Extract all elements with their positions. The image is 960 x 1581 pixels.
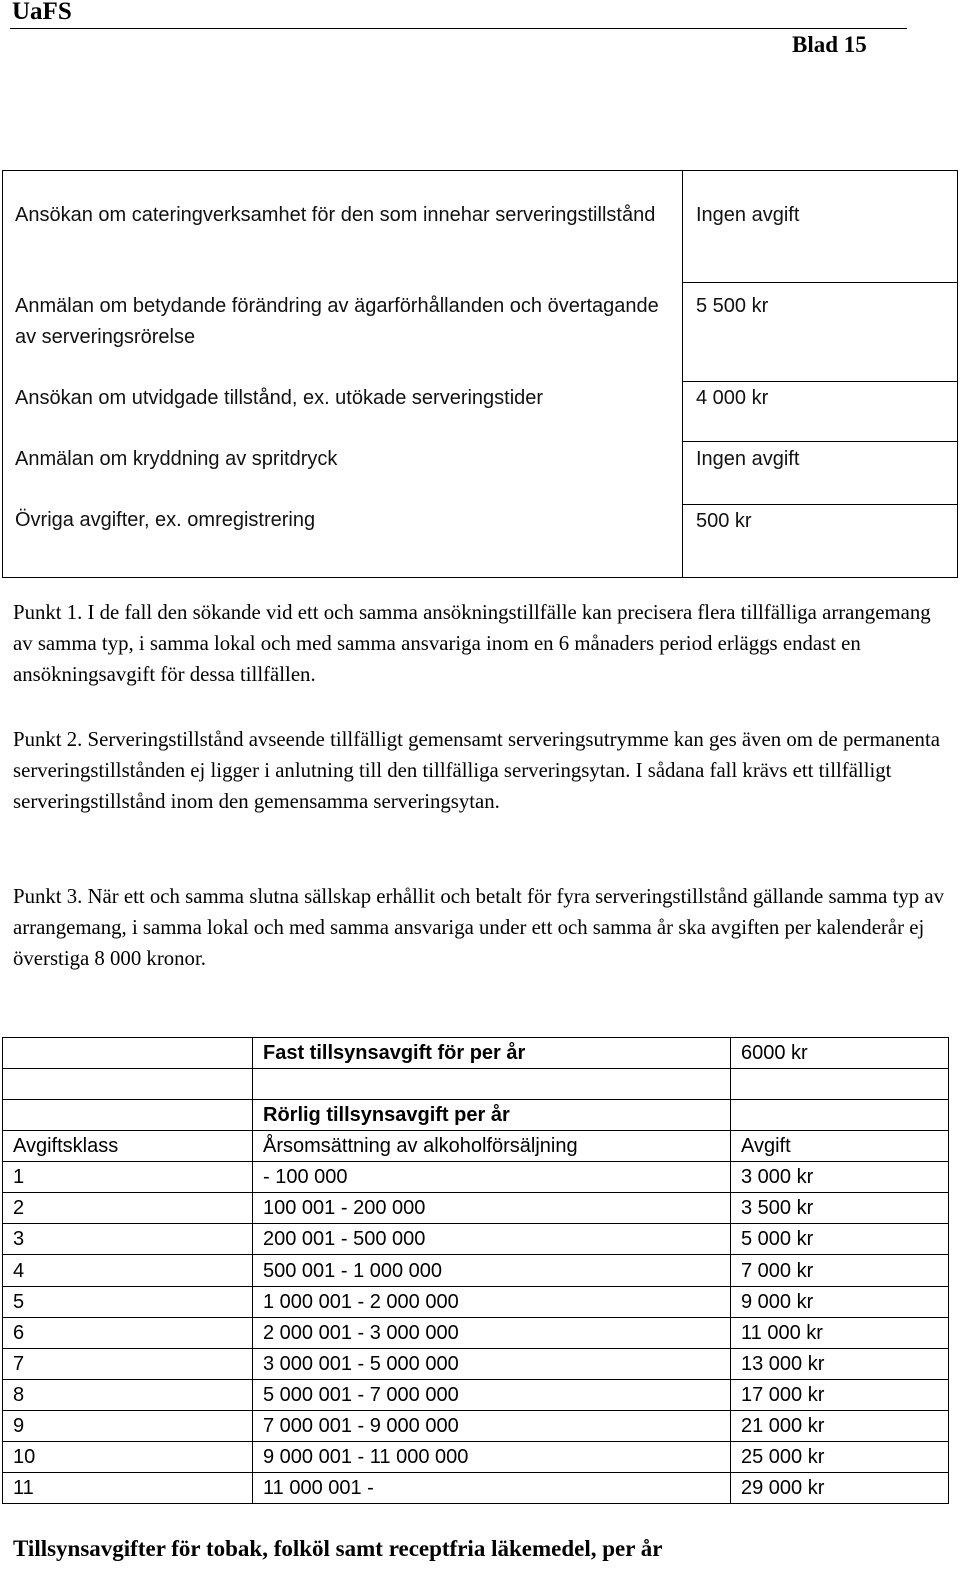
fee-item-text: Anmälan om kryddning av spritdryck bbox=[15, 448, 338, 470]
table-header-row bbox=[3, 1131, 949, 1162]
table-cell bbox=[731, 1100, 949, 1131]
fee-item-amount: 5 500 kr bbox=[696, 295, 769, 317]
fee-amount: 13 000 kr bbox=[731, 1348, 949, 1379]
fee-amount: 9 000 kr bbox=[731, 1286, 949, 1317]
table-row bbox=[3, 1348, 949, 1379]
fee-amount: 25 000 kr bbox=[731, 1441, 949, 1472]
table-row bbox=[3, 1038, 949, 1069]
turnover-range: 200 001 - 500 000 bbox=[253, 1224, 731, 1255]
turnover-range: 11 000 001 - bbox=[253, 1472, 731, 1503]
note-punkt-2: Punkt 2. Serveringstillstånd avseende tillfälligt gemensamt serveringsutrymme kan ges även om de permanenta serveringstillstånden ej ligger i anlutning till den tillfälliga serveringsytan. I sådana fall krävs ett tillfälligt serveringstillstånd inom den gemensamma serveringsytan. bbox=[13, 728, 940, 814]
fee-class: 7 bbox=[3, 1348, 253, 1379]
turnover-range: 5 000 001 - 7 000 000 bbox=[253, 1379, 731, 1410]
fee-class: 2 bbox=[3, 1193, 253, 1224]
table-cell bbox=[3, 1038, 253, 1069]
fee-class: 6 bbox=[3, 1317, 253, 1348]
fee-class: 8 bbox=[3, 1379, 253, 1410]
fixed-fee-amount: 6000 kr bbox=[731, 1038, 949, 1069]
fee-amount: 21 000 kr bbox=[731, 1410, 949, 1441]
fee-class: 11 bbox=[3, 1472, 253, 1503]
fee-class: 10 bbox=[3, 1441, 253, 1472]
fee-amount: 7 000 kr bbox=[731, 1255, 949, 1286]
fee-item-amount: Ingen avgift bbox=[696, 204, 800, 226]
fee-table bbox=[2, 170, 958, 578]
fee-item-amount: Ingen avgift bbox=[696, 448, 800, 470]
table-row bbox=[3, 1379, 949, 1410]
turnover-range: 1 000 001 - 2 000 000 bbox=[253, 1286, 731, 1317]
turnover-range: - 100 000 bbox=[253, 1162, 731, 1193]
note-punkt-3: Punkt 3. När ett och samma slutna sällskap erhållit och betalt för fyra serveringstillstånd gällande samma typ av arrangemang, i samma lokal och med samma ansvariga under ett och samma år ska avgiften per kalenderår ej överstiga 8 000 kronor. bbox=[13, 885, 944, 971]
supervision-fee-table bbox=[2, 1037, 949, 1504]
section-heading: Tillsynsavgifter för tobak, folköl samt receptfria läkemedel, per år bbox=[13, 1536, 663, 1561]
fee-class: 4 bbox=[3, 1255, 253, 1286]
page-number: Blad 15 bbox=[792, 32, 867, 57]
table-cell bbox=[3, 1069, 253, 1100]
turnover-range: 7 000 001 - 9 000 000 bbox=[253, 1410, 731, 1441]
table-cell bbox=[3, 1100, 253, 1131]
fee-item-amount: 4 000 kr bbox=[696, 387, 769, 409]
fee-table-divider bbox=[682, 171, 683, 577]
fee-class: 1 bbox=[3, 1162, 253, 1193]
fee-item-text: Ansökan om cateringverksamhet för den som innehar serveringstillstånd bbox=[15, 204, 656, 226]
turnover-range: 9 000 001 - 11 000 000 bbox=[253, 1441, 731, 1472]
turnover-range: 2 000 001 - 3 000 000 bbox=[253, 1317, 731, 1348]
fixed-fee-label: Fast tillsynsavgift för per år bbox=[253, 1038, 731, 1069]
fee-item-text: Ansökan om utvidgade tillstånd, ex. utökade serveringstider bbox=[15, 387, 544, 409]
fee-amount: 17 000 kr bbox=[731, 1379, 949, 1410]
header-rule bbox=[10, 28, 907, 29]
document-code: UaFS bbox=[12, 0, 72, 25]
table-row bbox=[3, 1069, 949, 1100]
turnover-range: 500 001 - 1 000 000 bbox=[253, 1255, 731, 1286]
table-row bbox=[3, 1100, 949, 1131]
fee-table-rule bbox=[682, 441, 957, 442]
table-row bbox=[3, 1162, 949, 1193]
variable-fee-heading: Rörlig tillsynsavgift per år bbox=[253, 1100, 731, 1131]
fee-amount: 3 000 kr bbox=[731, 1162, 949, 1193]
column-header: Avgift bbox=[731, 1131, 949, 1162]
fee-class: 3 bbox=[3, 1224, 253, 1255]
fee-amount: 11 000 kr bbox=[731, 1317, 949, 1348]
column-header: Avgiftsklass bbox=[3, 1131, 253, 1162]
table-row bbox=[3, 1441, 949, 1472]
table-cell bbox=[253, 1069, 731, 1100]
fee-item-amount: 500 kr bbox=[696, 510, 752, 532]
note-punkt-1: Punkt 1. I de fall den sökande vid ett och samma ansökningstillfälle kan precisera flera tillfälliga arrangemang av samma typ, i samma lokal och med samma ansvariga inom en 6 månaders period erläggs endast en ansökningsavgift för dessa tillfällen. bbox=[13, 601, 931, 687]
table-row bbox=[3, 1224, 949, 1255]
fee-class: 9 bbox=[3, 1410, 253, 1441]
fee-table-rule bbox=[682, 504, 957, 505]
fee-class: 5 bbox=[3, 1286, 253, 1317]
turnover-range: 3 000 001 - 5 000 000 bbox=[253, 1348, 731, 1379]
table-row bbox=[3, 1193, 949, 1224]
fee-amount: 3 500 kr bbox=[731, 1193, 949, 1224]
fee-amount: 29 000 kr bbox=[731, 1472, 949, 1503]
fee-table-rule bbox=[682, 381, 957, 382]
turnover-range: 100 001 - 200 000 bbox=[253, 1193, 731, 1224]
table-row bbox=[3, 1317, 949, 1348]
table-row bbox=[3, 1410, 949, 1441]
fee-amount: 5 000 kr bbox=[731, 1224, 949, 1255]
table-row bbox=[3, 1286, 949, 1317]
table-cell bbox=[731, 1069, 949, 1100]
fee-table-rule bbox=[682, 282, 957, 283]
table-row bbox=[3, 1472, 949, 1503]
fee-item-text: Anmälan om betydande förändring av ägarförhållanden och övertagande av serveringsrörelse bbox=[15, 295, 659, 348]
fee-item-text: Övriga avgifter, ex. omregistrering bbox=[15, 509, 316, 531]
column-header: Årsomsättning av alkoholförsäljning bbox=[253, 1131, 731, 1162]
table-row bbox=[3, 1255, 949, 1286]
